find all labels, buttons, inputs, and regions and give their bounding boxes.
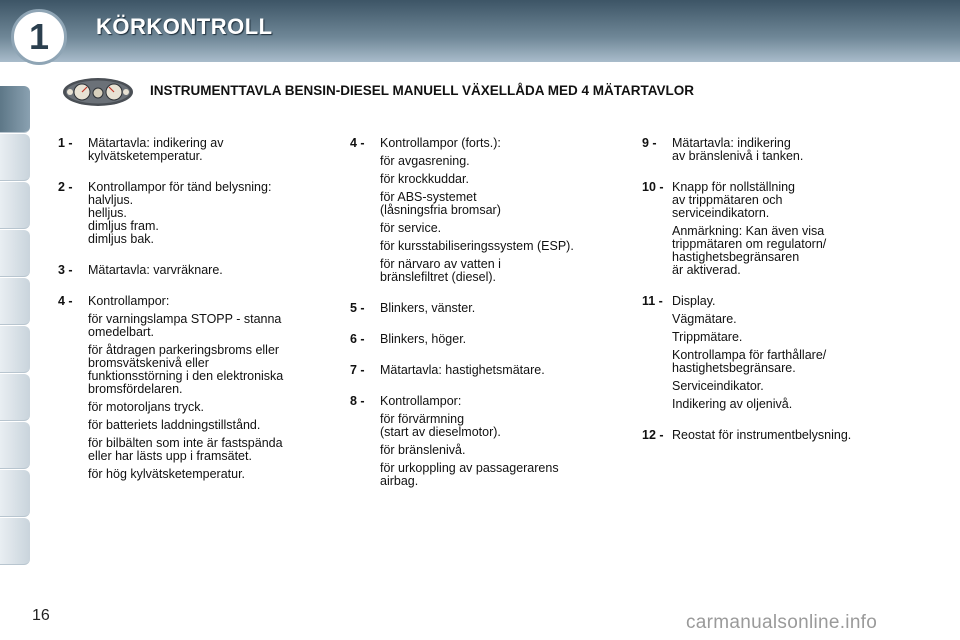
- legend-sub-item: för krockkuddar.: [380, 172, 469, 186]
- legend-item: [642, 181, 912, 277]
- legend-item: [642, 295, 912, 411]
- legend-sub-item: Trippmätare.: [672, 330, 743, 344]
- legend-sub-item: för batteriets laddningstillstånd.: [88, 418, 261, 432]
- chapter-tab-active[interactable]: [0, 86, 30, 133]
- legend-item: [58, 181, 333, 246]
- chapter-number: 1: [11, 9, 67, 65]
- legend-item-text: Kontrollampor (forts.):: [380, 136, 501, 150]
- legend-item-number: 4 -: [350, 136, 365, 150]
- chapter-tab[interactable]: [0, 134, 30, 181]
- column-3: [642, 137, 912, 460]
- legend-item: [350, 333, 620, 346]
- legend-sub-item: Serviceindikator.: [672, 379, 764, 393]
- legend-item: [350, 302, 620, 315]
- legend-item-text: Mätartavla: hastighetsmätare.: [380, 363, 545, 377]
- legend-item-text: Reostat för instrumentbelysning.: [672, 428, 852, 442]
- legend-sub-item: för bilbälten som inte är fastspända eller har lästs upp i framsätet.: [88, 436, 283, 463]
- legend-item-number: 5 -: [350, 301, 365, 315]
- legend-item-text: Mätartavla: varvräknare.: [88, 263, 223, 277]
- legend-sub-item: för kursstabiliseringssystem (ESP).: [380, 239, 574, 253]
- legend-item-text: Knapp för nollställning av trippmätaren och serviceindikatorn.: [672, 180, 795, 220]
- legend-item-number: 1 -: [58, 136, 73, 150]
- legend-item: [350, 137, 620, 284]
- legend-item-number: 11 -: [642, 294, 663, 308]
- legend-item-number: 3 -: [58, 263, 73, 277]
- watermark: carmanualsonline.info: [686, 612, 878, 633]
- legend-item-number: 6 -: [350, 332, 365, 346]
- legend-sub-item: för motoroljans tryck.: [88, 400, 205, 414]
- legend-sub-item: för förvärmning (start av dieselmotor).: [380, 412, 501, 439]
- legend-item: [58, 264, 333, 277]
- legend-sub-item: för varningslampa STOPP - stanna omedelbart.: [88, 312, 282, 339]
- legend-sub-item: för närvaro av vatten i bränslefiltret (diesel).: [380, 257, 501, 284]
- legend-sub-item: Anmärkning: Kan även visa trippmätaren om regulatorn/ hastighetsbegränsaren är aktiverad.: [672, 224, 827, 277]
- legend-item: [350, 364, 620, 377]
- legend-sub-item: för avgasrening.: [380, 154, 470, 168]
- instrument-cluster-icon: [62, 77, 134, 107]
- legend-sub-item: för ABS-systemet (låsningsfria bromsar): [380, 190, 501, 217]
- legend-sub-item: för åtdragen parkeringsbroms eller bromsvätskenivå eller funktionsstörning i den elektroniska bromsfördelaren.: [88, 343, 284, 396]
- legend-item-text: Kontrollampor för tänd belysning: halvljus. helljus. dimljus fram. dimljus bak.: [88, 180, 272, 246]
- chapter-tab[interactable]: [0, 422, 30, 469]
- chapter-tab[interactable]: [0, 518, 30, 565]
- legend-item: [642, 429, 912, 442]
- legend-sub-item: för service.: [380, 221, 442, 235]
- legend-item-number: 8 -: [350, 394, 365, 408]
- legend-item-text: Blinkers, höger.: [380, 332, 467, 346]
- page-title: KÖRKONTROLL: [96, 14, 273, 39]
- chapter-tabs: [0, 62, 34, 582]
- legend-item-text: Display.: [672, 294, 716, 308]
- page-number: 16: [32, 607, 50, 624]
- legend-item-number: 2 -: [58, 180, 73, 194]
- chapter-tab[interactable]: [0, 278, 30, 325]
- legend-sub-item: för bränslenivå.: [380, 443, 466, 457]
- legend-item-number: 4 -: [58, 294, 73, 308]
- legend-sub-item: för urkoppling av passagerarens airbag.: [380, 461, 559, 488]
- legend-item-text: Mätartavla: indikering av bränslenivå i tanken.: [672, 136, 804, 163]
- legend-item-text: Mätartavla: indikering av kylvätsketemperatur.: [88, 136, 224, 163]
- legend-item: [642, 137, 912, 163]
- column-1: [58, 137, 333, 499]
- legend-sub-item: Kontrollampa för farthållare/ hastighetsbegränsare.: [672, 348, 827, 375]
- legend-sub-item: för hög kylvätsketemperatur.: [88, 467, 246, 481]
- legend-sub-item: Indikering av oljenivå.: [672, 397, 793, 411]
- legend-item: [350, 395, 620, 488]
- legend-item: [58, 137, 333, 163]
- legend-item-number: 9 -: [642, 136, 657, 150]
- chapter-tab[interactable]: [0, 470, 30, 517]
- chapter-tab[interactable]: [0, 374, 30, 421]
- chapter-tab[interactable]: [0, 182, 30, 229]
- section-title: INSTRUMENTTAVLA BENSIN-DIESEL MANUELL VÄXELLÅDA MED 4 MÄTARTAVLOR: [150, 83, 694, 98]
- column-2: [350, 137, 620, 506]
- chapter-tab[interactable]: [0, 326, 30, 373]
- legend-item-number: 12 -: [642, 428, 664, 442]
- chapter-tab[interactable]: [0, 230, 30, 277]
- legend-sub-item: Vägmätare.: [672, 312, 737, 326]
- legend-item-number: 10 -: [642, 180, 664, 194]
- legend-item-number: 7 -: [350, 363, 365, 377]
- legend-item: [58, 295, 333, 481]
- legend-item-text: Kontrollampor:: [88, 294, 170, 308]
- legend-item-text: Blinkers, vänster.: [380, 301, 476, 315]
- legend-item-text: Kontrollampor:: [380, 394, 462, 408]
